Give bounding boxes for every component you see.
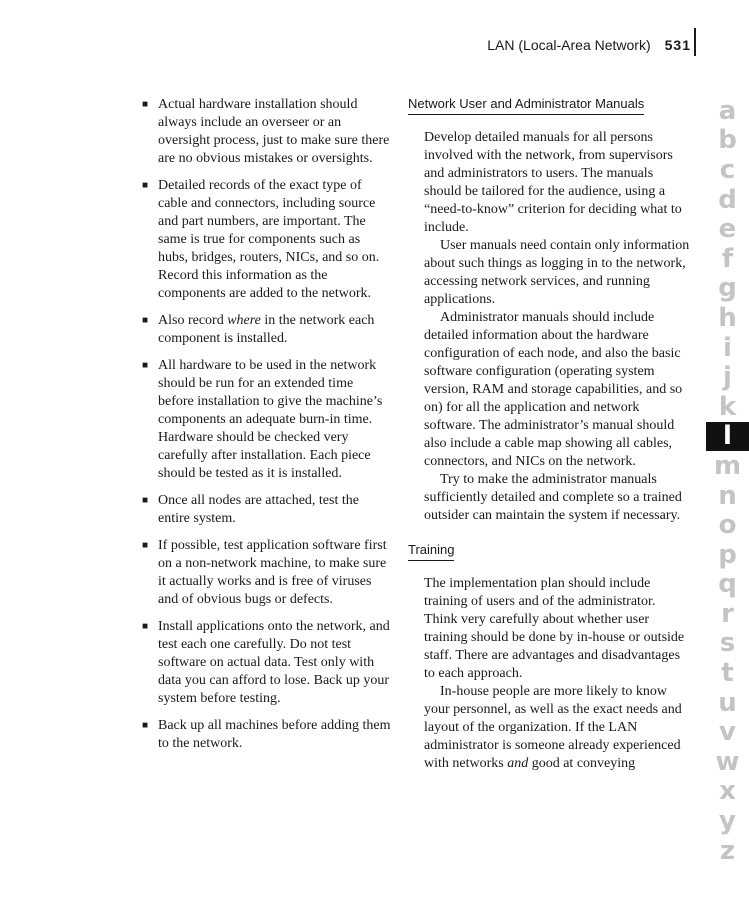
thumb-letter-g: g (718, 273, 737, 304)
thumb-letter-o: o (718, 510, 737, 541)
thumb-letter-p: p (718, 539, 737, 570)
left-column (142, 96, 392, 762)
square-bullet-icon: ■ (142, 360, 149, 371)
bullet-text: Once all nodes are attached, test the entire system. (158, 493, 359, 526)
square-bullet-icon: ■ (142, 315, 149, 326)
thumb-letter-b: b (718, 125, 737, 156)
thumb-letter-z: z (719, 835, 736, 866)
bullet-item (142, 717, 392, 753)
square-bullet-icon: ■ (142, 495, 149, 506)
bullet-item (142, 357, 392, 483)
running-header (487, 34, 691, 56)
thumb-letter-d: d (718, 184, 737, 215)
bullet-item (142, 177, 392, 303)
bullet-text: Detailed records of the exact type of cable and connectors, including source and part numbers, are important. The same is true for components such as hubs, bridges, routers, NICs, and so on. Record this information as the components are added to the network. (158, 178, 380, 301)
section-manuals (408, 95, 692, 525)
right-column (408, 95, 692, 773)
thumb-letter-v: v (719, 717, 736, 748)
page-number: 531 (664, 37, 691, 53)
header-rule (694, 28, 696, 56)
square-bullet-icon: ■ (142, 720, 149, 731)
bullet-text: Back up all machines before adding them to the network. (158, 718, 391, 751)
square-bullet-icon: ■ (142, 180, 149, 191)
paragraph: The implementation plan should include training of users and of the administrator. Think very carefully about whether user training should be done by in-house or outside staff. There are advantages and disadvantages to each approach. (424, 576, 685, 681)
thumb-letter-f: f (721, 243, 734, 274)
square-bullet-icon: ■ (142, 99, 149, 110)
square-bullet-icon: ■ (142, 540, 149, 551)
paragraph: User manuals need contain only information about such things as logging in to the network, accessing network services, and running applications. (424, 238, 690, 307)
thumb-letter-h: h (718, 302, 737, 333)
bullet-text: If possible, test application software first on a non-network machine, to make sure it actually works and is free of viruses and of obvious bugs or defects. (158, 538, 387, 607)
thumb-letter-t: t (721, 658, 734, 689)
paragraph: Administrator manuals should include detailed information about the hardware configuration of each node, and also the basic software configuration (operating system version, RAM and storage capabilities, and so on) for all the application and network software. The administrator’s manual should also include a cable map showing all cables, connectors, and NICs on the network. (424, 310, 683, 469)
thumb-letter-u: u (718, 687, 737, 718)
thumb-letter-w: w (715, 746, 740, 777)
paragraph: Develop detailed manuals for all persons involved with the network, from supervisors and administrators to users. The manuals should be tailored for the audience, using a “need-to-know” criterion for deciding what to include. (424, 130, 682, 235)
bullet-item (142, 537, 392, 609)
thumb-letter-q: q (718, 569, 737, 600)
bullet-text: Install applications onto the network, and test each one carefully. Do not test software on actual data. Test only with data you can afford to lose. Back up your system before testing. (158, 619, 390, 706)
thumb-letter-y: y (719, 806, 736, 837)
bullet-item (142, 96, 392, 168)
bullet-text: Also record where in the network each component is installed. (158, 313, 375, 346)
section-heading: Training (408, 541, 454, 561)
thumb-letter-j: j (723, 362, 732, 393)
thumb-letter-c: c (719, 154, 736, 185)
bullet-text: All hardware to be used in the network should be run for an extended time before installation to give the machine’s components an adequate burn-in time. Hardware should be checked very carefully after installation. Each piece should be tested as it is installed. (158, 358, 383, 481)
bullet-item (142, 312, 392, 348)
thumb-letter-e: e (718, 214, 737, 245)
section-heading: Network User and Administrator Manuals (408, 95, 644, 115)
bullet-item (142, 492, 392, 528)
bullet-item (142, 618, 392, 708)
thumb-index (706, 96, 749, 865)
thumb-letter-m: m (713, 450, 742, 481)
thumb-letter-a: a (718, 95, 737, 126)
section-training (408, 541, 692, 773)
square-bullet-icon: ■ (142, 621, 149, 632)
thumb-letter-n: n (718, 480, 737, 511)
thumb-letter-l: l (706, 422, 749, 452)
thumb-letter-x: x (719, 776, 736, 807)
thumb-letter-k: k (718, 391, 737, 422)
thumb-letter-s: s (719, 628, 736, 659)
bullet-text: Actual hardware installation should always include an overseer or an oversight process, just to make sure there are no obvious mistakes or oversights. (158, 97, 390, 166)
running-header-title: LAN (Local-Area Network) (487, 37, 651, 53)
paragraph: Try to make the administrator manuals sufficiently detailed and complete so a trained outsider can maintain the system if necessary. (424, 472, 682, 523)
thumb-letter-i: i (723, 332, 732, 363)
thumb-letter-r: r (721, 598, 734, 629)
paragraph: In-house people are more likely to know your personnel, as well as the exact needs and layout of the organization. If the LAN administrator is someone already experienced with networks and good at conveying (424, 684, 682, 771)
